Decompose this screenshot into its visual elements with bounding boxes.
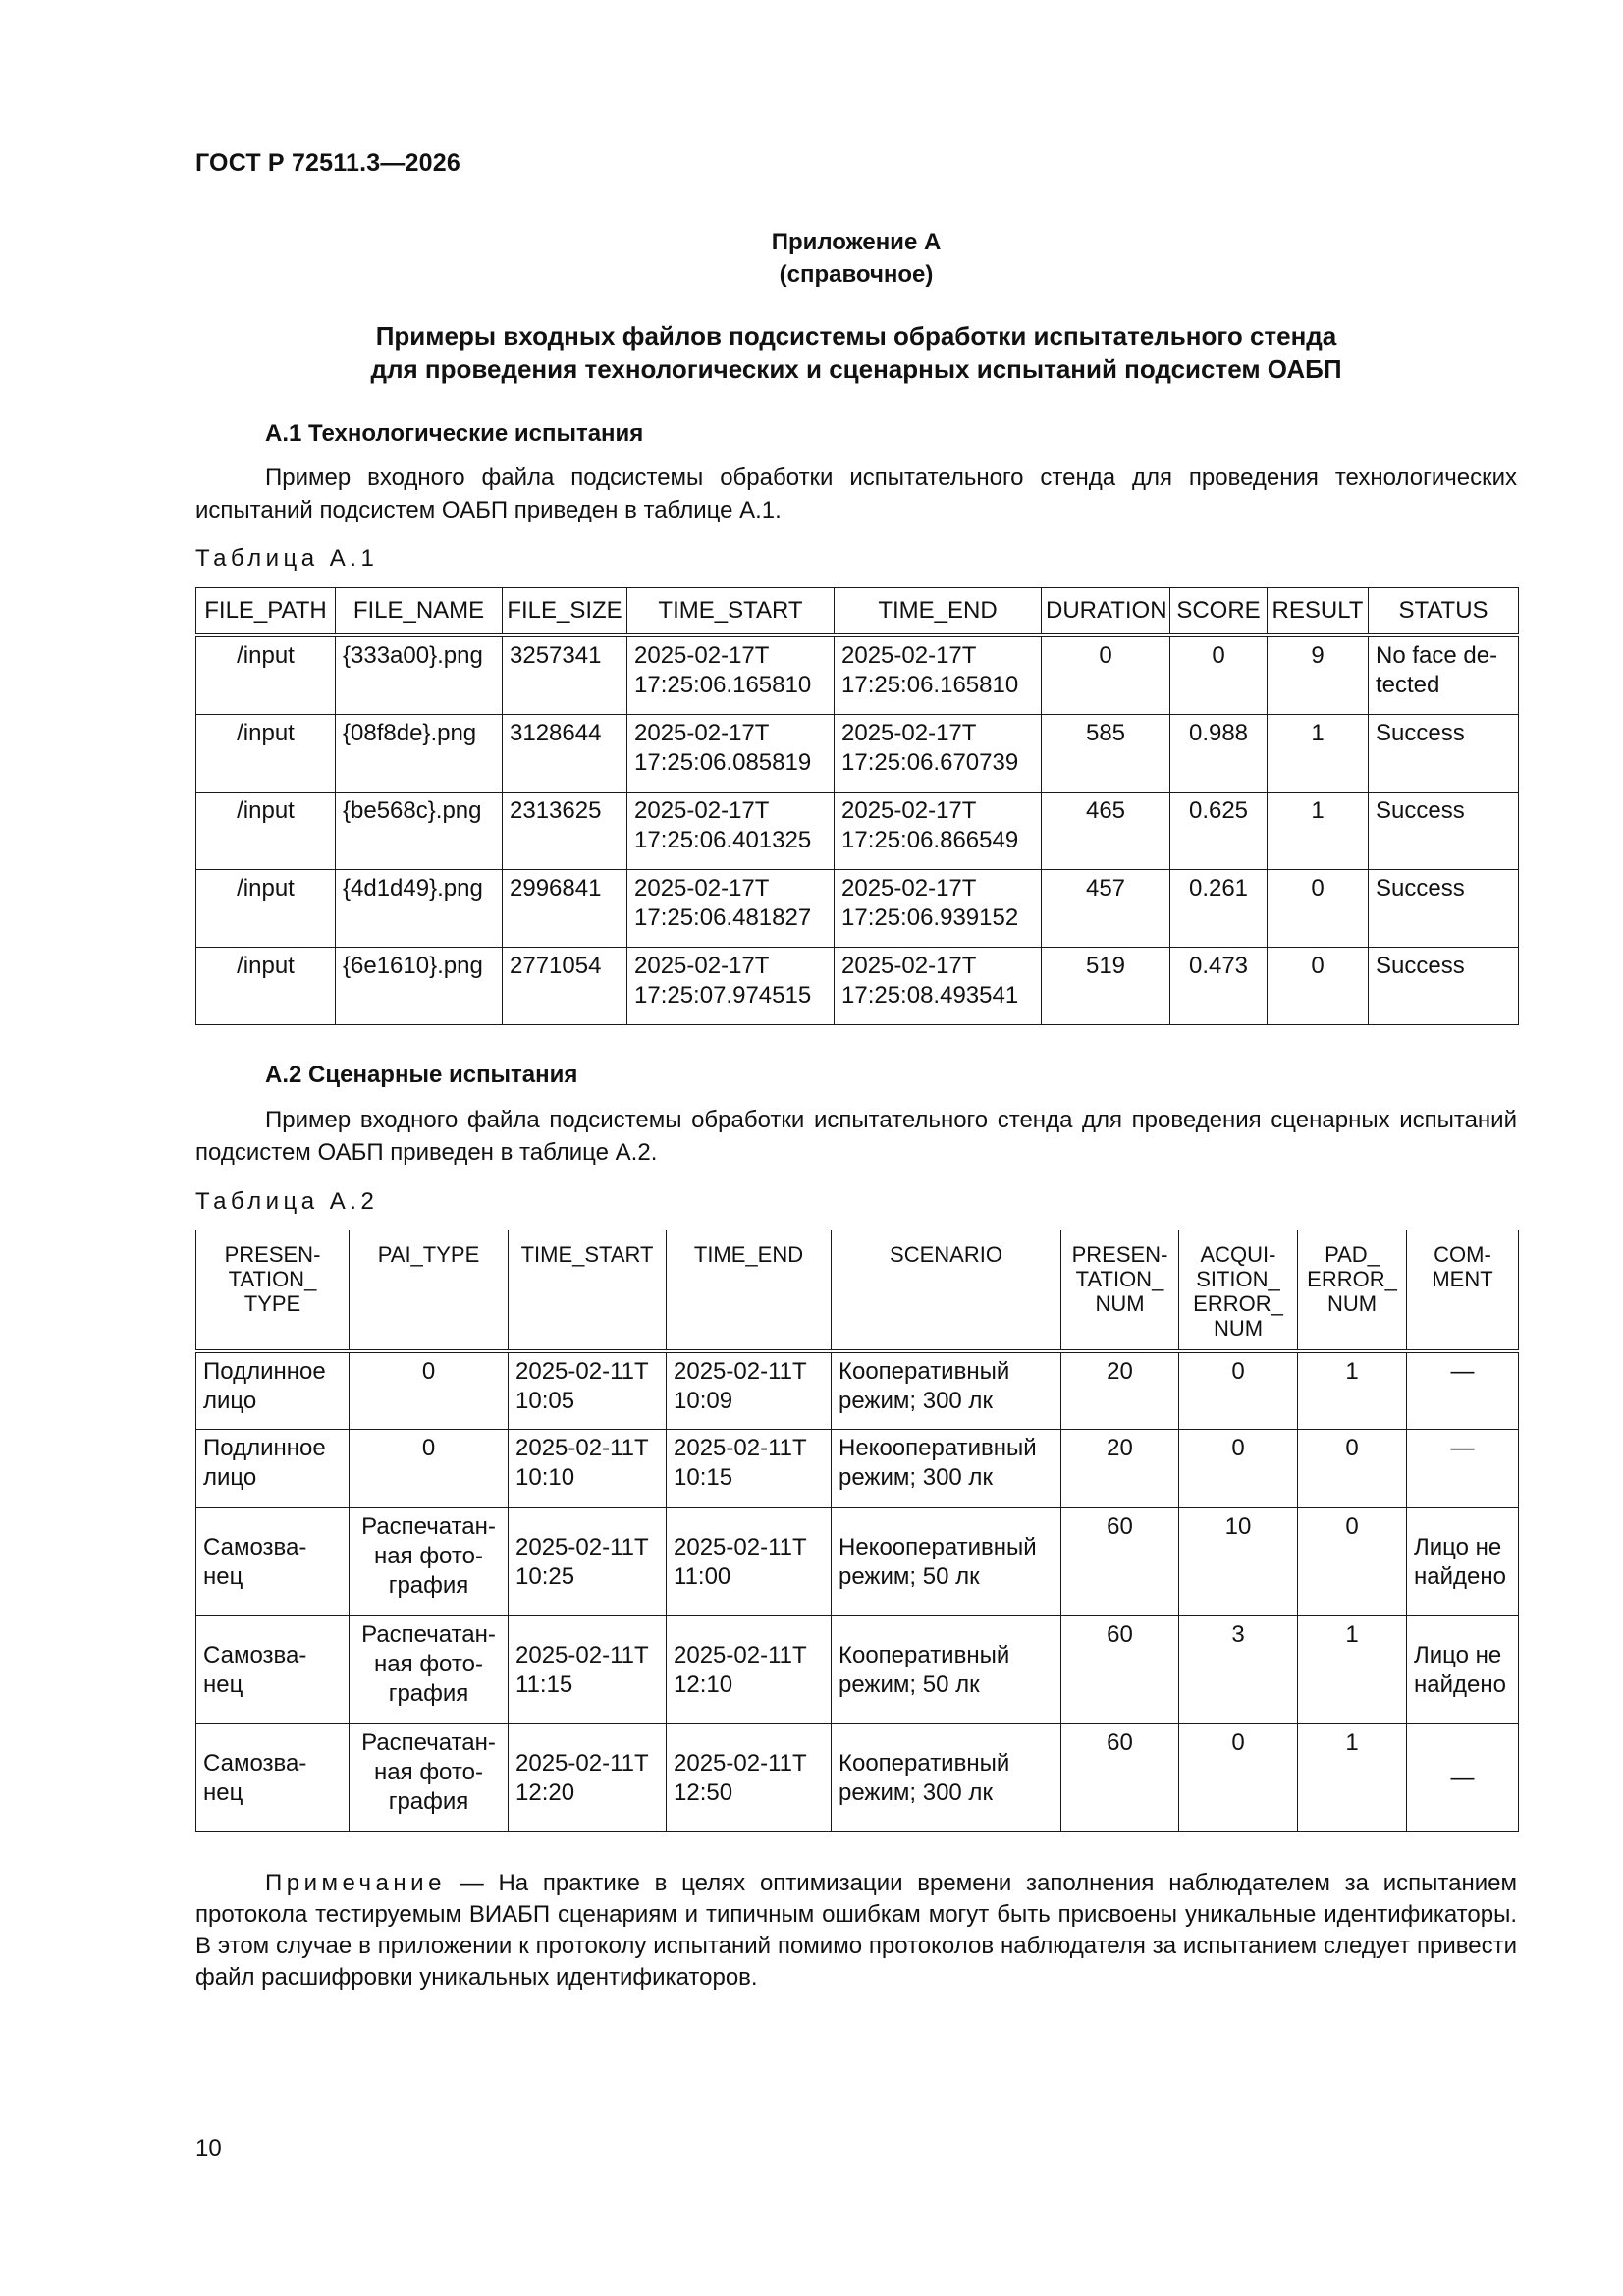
- table-cell: [350, 1616, 509, 1724]
- table-cell: [196, 1724, 350, 1832]
- table-cell: [509, 1351, 667, 1430]
- cell-line: 2025-02-17T: [841, 642, 977, 669]
- cell-line: Распечатан-: [361, 1621, 496, 1648]
- cell-line: 0: [1345, 1435, 1359, 1461]
- section-a2-heading: А.2 Сценарные испытания: [265, 1062, 578, 1088]
- table-cell: [627, 635, 835, 715]
- cell-line: —: [1450, 1357, 1475, 1385]
- table-cell: [667, 1508, 832, 1616]
- table-cell: [832, 1724, 1061, 1832]
- cell-line: режим; 300 лк: [839, 1387, 993, 1414]
- cell-line: 2025-02-11T: [674, 1533, 807, 1560]
- table-cell: [1298, 1724, 1407, 1832]
- cell-line: Самозва-: [203, 1533, 307, 1560]
- note: [195, 1868, 1517, 1994]
- cell-line: нец: [203, 1562, 243, 1590]
- table-row: [196, 870, 1519, 948]
- cell-line: ная фото-: [374, 1651, 483, 1677]
- table-cell: [196, 1616, 350, 1724]
- cell-line: 11:00: [674, 1562, 731, 1590]
- table-cell: Success: [1369, 715, 1519, 793]
- cell-line: 17:25:07.974515: [634, 982, 812, 1009]
- section-a1-heading: А.1 Технологические испытания: [265, 420, 644, 447]
- table-cell: {be568c}.png: [336, 793, 503, 870]
- cell-line: TIME_END: [693, 1242, 804, 1267]
- cell-line: ная фото-: [374, 1543, 483, 1569]
- table-cell: [350, 1508, 509, 1616]
- table-a1-column-header: RESULT: [1268, 588, 1369, 636]
- table-cell: 0.988: [1170, 715, 1268, 793]
- table-row: [196, 1430, 1519, 1508]
- table-cell: {08f8de}.png: [336, 715, 503, 793]
- table-cell: 0: [1268, 948, 1369, 1025]
- cell-line: 17:25:06.165810: [841, 672, 1019, 698]
- cell-line: Кооперативный: [839, 1357, 1010, 1385]
- document-title: [195, 319, 1517, 386]
- table-a2-column-header: [1298, 1230, 1407, 1351]
- cell-line: режим; 300 лк: [839, 1778, 993, 1806]
- note-text: — На практике в целях оптимизации времени заполнения наблюдателем за испытанием протокола тестируемым ВИАБП сценариям и типичным ошибкам могут быть присвоены уникальные идентификаторы. В этом случае в приложении к протоколу испытаний помимо протоколов наблюдателя за испытанием следует привести файл расшифровки уникальных идентификаторов.: [195, 1870, 1517, 1991]
- note-label: Примечание: [265, 1870, 446, 1896]
- cell-line: NUM: [1095, 1291, 1145, 1316]
- table-cell: [196, 1351, 350, 1430]
- table-cell: [196, 1430, 350, 1508]
- cell-line: TATION_: [228, 1267, 317, 1291]
- cell-line: Некооперативный: [839, 1435, 1037, 1461]
- cell-line: графия: [388, 1788, 469, 1815]
- table-row: [196, 715, 1519, 793]
- cell-line: 2025-02-11T: [515, 1435, 649, 1461]
- cell-line: 2025-02-17T: [841, 797, 977, 824]
- cell-line: PRESEN-: [1071, 1242, 1168, 1267]
- cell-line: 2025-02-11T: [515, 1641, 649, 1668]
- table-cell: Success: [1369, 870, 1519, 948]
- cell-line: 17:25:08.493541: [841, 982, 1019, 1009]
- table-cell: [1061, 1616, 1179, 1724]
- table-cell: [350, 1430, 509, 1508]
- cell-line: режим; 50 лк: [839, 1562, 980, 1590]
- cell-line: 2025-02-11T: [515, 1749, 649, 1777]
- table-cell: [1407, 1724, 1519, 1832]
- cell-line: NUM: [1213, 1316, 1264, 1340]
- table-row: [196, 948, 1519, 1025]
- table-a1-column-header: STATUS: [1369, 588, 1519, 636]
- table-cell: [667, 1724, 832, 1832]
- table-cell: [1407, 1430, 1519, 1508]
- table-cell: 585: [1042, 715, 1170, 793]
- cell-line: 17:25:06.939152: [841, 904, 1019, 931]
- table-cell: 519: [1042, 948, 1170, 1025]
- table-row: [196, 1724, 1519, 1832]
- cell-line: найдено: [1414, 1670, 1506, 1698]
- table-cell: [835, 793, 1042, 870]
- table-a1-caption: Таблица А.1: [195, 545, 379, 572]
- cell-line: tected: [1376, 672, 1440, 698]
- cell-line: 17:25:06.165810: [634, 672, 812, 698]
- table-cell: 1: [1268, 715, 1369, 793]
- table-cell: /input: [196, 715, 336, 793]
- table-cell: [1179, 1508, 1298, 1616]
- cell-line: No face de-: [1376, 642, 1498, 669]
- cell-line: 2025-02-11T: [674, 1641, 807, 1668]
- table-cell: [835, 715, 1042, 793]
- table-cell: [1179, 1351, 1298, 1430]
- table-cell: [667, 1430, 832, 1508]
- cell-line: 20: [1107, 1435, 1133, 1461]
- table-cell: [1061, 1508, 1179, 1616]
- table-cell: [832, 1351, 1061, 1430]
- cell-line: 10: [1224, 1513, 1252, 1540]
- cell-line: 10:25: [515, 1562, 575, 1590]
- table-cell: Success: [1369, 793, 1519, 870]
- title-line-2: для проведения технологических и сценарных испытаний подсистем ОАБП: [370, 355, 1342, 384]
- cell-line: графия: [388, 1680, 469, 1707]
- table-cell: [1179, 1430, 1298, 1508]
- appendix-kind: (справочное): [779, 261, 934, 288]
- cell-line: 0: [1231, 1435, 1245, 1461]
- table-cell: [1298, 1430, 1407, 1508]
- cell-line: 10:10: [515, 1464, 575, 1491]
- table-cell: [509, 1724, 667, 1832]
- cell-line: 10:05: [515, 1387, 575, 1414]
- cell-line: 17:25:06.481827: [634, 904, 812, 931]
- cell-line: 60: [1107, 1621, 1133, 1648]
- table-cell: 3128644: [503, 715, 627, 793]
- cell-line: 17:25:06.866549: [841, 827, 1019, 853]
- cell-line: 12:50: [674, 1778, 733, 1806]
- cell-line: TATION_: [1075, 1267, 1164, 1291]
- cell-line: 12:20: [515, 1778, 575, 1806]
- table-row: [196, 635, 1519, 715]
- cell-line: 60: [1107, 1729, 1133, 1756]
- table-cell: [832, 1616, 1061, 1724]
- table-a2-column-header: [1407, 1230, 1519, 1351]
- section-a2-paragraph: Пример входного файла подсистемы обработки испытательного стенда для проведения сценарных испытаний подсистем ОАБП приведен в таблице А.2.: [195, 1107, 1517, 1166]
- table-a2-body: [196, 1351, 1519, 1832]
- table-cell: [1298, 1351, 1407, 1430]
- table-cell: [1407, 1616, 1519, 1724]
- cell-line: нец: [203, 1670, 243, 1698]
- cell-line: 2025-02-17T: [634, 797, 770, 824]
- cell-line: 60: [1107, 1513, 1133, 1540]
- cell-line: 2025-02-11T: [515, 1533, 649, 1560]
- table-cell: [350, 1724, 509, 1832]
- cell-line: TYPE: [243, 1291, 301, 1316]
- table-cell: [832, 1430, 1061, 1508]
- table-row: [196, 1616, 1519, 1724]
- table-a2-column-header: [350, 1230, 509, 1351]
- table-a1-body: [196, 635, 1519, 1025]
- cell-line: 17:25:06.401325: [634, 827, 812, 853]
- table-a1-column-header: TIME_END: [835, 588, 1042, 636]
- table-cell: [1298, 1616, 1407, 1724]
- table-a1-column-header: TIME_START: [627, 588, 835, 636]
- table-cell: [1407, 1508, 1519, 1616]
- table-cell: [1407, 1351, 1519, 1430]
- table-cell: [1179, 1724, 1298, 1832]
- cell-line: Распечатан-: [361, 1729, 496, 1756]
- cell-line: 10:09: [674, 1387, 733, 1414]
- section-a1-paragraph: Пример входного файла подсистемы обработки испытательного стенда для проведения технологических испытаний подсистем ОАБП приведен в таблице А.1.: [195, 465, 1517, 523]
- cell-line: ная фото-: [374, 1759, 483, 1785]
- cell-line: 1: [1345, 1729, 1359, 1756]
- cell-line: 1: [1345, 1621, 1359, 1648]
- table-cell: [1179, 1616, 1298, 1724]
- table-cell: [509, 1616, 667, 1724]
- cell-line: Распечатан-: [361, 1513, 496, 1540]
- table-cell: [1298, 1508, 1407, 1616]
- cell-line: —: [1450, 1764, 1475, 1791]
- table-a1-column-header: FILE_SIZE: [503, 588, 627, 636]
- cell-line: TIME_START: [520, 1242, 654, 1267]
- table-a2-column-header: [1061, 1230, 1179, 1351]
- table-cell: [1369, 635, 1519, 715]
- table-a2-column-header: [832, 1230, 1061, 1351]
- cell-line: Подлинное: [203, 1435, 326, 1461]
- cell-line: 11:15: [515, 1670, 573, 1698]
- table-a1-header-row: [196, 588, 1519, 636]
- cell-line: Лицо не: [1414, 1533, 1502, 1560]
- table-cell: Success: [1369, 948, 1519, 1025]
- table-cell: [667, 1616, 832, 1724]
- cell-line: 2025-02-17T: [841, 875, 977, 902]
- table-a1: [195, 587, 1519, 1025]
- cell-line: ERROR_: [1193, 1291, 1283, 1316]
- cell-line: найдено: [1414, 1562, 1506, 1590]
- table-cell: 0: [1170, 635, 1268, 715]
- cell-line: лицо: [203, 1464, 257, 1491]
- cell-line: нец: [203, 1778, 243, 1806]
- table-cell: 0.261: [1170, 870, 1268, 948]
- cell-line: 12:10: [674, 1670, 733, 1698]
- cell-line: 2025-02-11T: [674, 1357, 807, 1385]
- table-cell: [509, 1430, 667, 1508]
- table-a1-column-header: SCORE: [1170, 588, 1268, 636]
- table-cell: [1061, 1724, 1179, 1832]
- table-cell: [1061, 1351, 1179, 1430]
- standard-designation: ГОСТ Р 72511.3—2026: [195, 149, 460, 177]
- cell-line: 0: [1231, 1357, 1245, 1385]
- cell-line: 2025-02-17T: [634, 875, 770, 902]
- cell-line: 2025-02-17T: [634, 720, 770, 746]
- cell-line: Самозва-: [203, 1641, 307, 1668]
- cell-line: режим; 300 лк: [839, 1464, 993, 1491]
- cell-line: 10:15: [674, 1464, 733, 1491]
- table-cell: {6e1610}.png: [336, 948, 503, 1025]
- cell-line: ERROR_: [1307, 1267, 1397, 1291]
- table-a1-column-header: DURATION: [1042, 588, 1170, 636]
- table-cell: 465: [1042, 793, 1170, 870]
- cell-line: 2025-02-11T: [674, 1435, 807, 1461]
- cell-line: Кооперативный: [839, 1641, 1010, 1668]
- table-cell: 3257341: [503, 635, 627, 715]
- cell-line: NUM: [1326, 1291, 1378, 1316]
- table-cell: /input: [196, 793, 336, 870]
- cell-line: PRESEN-: [224, 1242, 321, 1267]
- table-cell: 0.625: [1170, 793, 1268, 870]
- table-cell: /input: [196, 635, 336, 715]
- table-a1-column-header: FILE_PATH: [196, 588, 336, 636]
- page-number: 10: [195, 2135, 222, 2161]
- cell-line: лицо: [203, 1387, 257, 1414]
- cell-line: 0: [1231, 1729, 1245, 1756]
- cell-line: 2025-02-17T: [841, 953, 977, 979]
- table-cell: 1: [1268, 793, 1369, 870]
- table-a2-column-header: [196, 1230, 350, 1351]
- table-cell: [835, 948, 1042, 1025]
- table-a2-caption: Таблица А.2: [195, 1188, 379, 1215]
- table-cell: [627, 793, 835, 870]
- table-cell: 2313625: [503, 793, 627, 870]
- table-cell: 9: [1268, 635, 1369, 715]
- table-cell: [627, 870, 835, 948]
- cell-line: 2025-02-11T: [515, 1357, 649, 1385]
- table-cell: /input: [196, 870, 336, 948]
- cell-line: 2025-02-17T: [634, 953, 770, 979]
- table-cell: [196, 1508, 350, 1616]
- table-cell: [667, 1351, 832, 1430]
- table-cell: [627, 948, 835, 1025]
- table-row: [196, 1508, 1519, 1616]
- cell-line: графия: [388, 1572, 469, 1599]
- cell-line: 0: [421, 1435, 436, 1461]
- cell-line: 2025-02-11T: [674, 1749, 807, 1777]
- cell-line: —: [1450, 1435, 1475, 1461]
- table-cell: [627, 715, 835, 793]
- cell-line: Кооперативный: [839, 1749, 1010, 1777]
- cell-line: PAD_: [1325, 1242, 1380, 1267]
- table-cell: 0.473: [1170, 948, 1268, 1025]
- title-line-1: Примеры входных файлов подсистемы обработки испытательного стенда: [375, 321, 1337, 351]
- table-cell: 0: [1042, 635, 1170, 715]
- table-row: [196, 1351, 1519, 1430]
- appendix-label: Приложение А: [771, 229, 942, 255]
- table-a2-column-header: [509, 1230, 667, 1351]
- table-cell: [509, 1508, 667, 1616]
- appendix-heading: [195, 226, 1517, 291]
- cell-line: 17:25:06.085819: [634, 749, 812, 776]
- cell-line: 0: [421, 1357, 436, 1385]
- table-a1-column-header: FILE_NAME: [336, 588, 503, 636]
- cell-line: режим; 50 лк: [839, 1670, 980, 1698]
- cell-line: SITION_: [1196, 1267, 1280, 1291]
- cell-line: 2025-02-17T: [634, 642, 770, 669]
- table-cell: [835, 870, 1042, 948]
- cell-line: 20: [1107, 1357, 1133, 1385]
- cell-line: ACQUI-: [1200, 1242, 1276, 1267]
- table-a2-column-header: [667, 1230, 832, 1351]
- table-cell: [835, 635, 1042, 715]
- cell-line: 1: [1345, 1357, 1359, 1385]
- table-cell: /input: [196, 948, 336, 1025]
- table-a2-header-row: [196, 1230, 1519, 1351]
- cell-line: 3: [1231, 1621, 1245, 1648]
- table-cell: 2996841: [503, 870, 627, 948]
- cell-line: 17:25:06.670739: [841, 749, 1019, 776]
- table-cell: {333a00}.png: [336, 635, 503, 715]
- cell-line: PAI_TYPE: [377, 1242, 480, 1267]
- cell-line: Лицо не: [1414, 1641, 1502, 1668]
- cell-line: Некооперативный: [839, 1533, 1037, 1560]
- table-cell: {4d1d49}.png: [336, 870, 503, 948]
- cell-line: SCENARIO: [890, 1242, 1002, 1267]
- cell-line: 0: [1345, 1513, 1359, 1540]
- cell-line: COM-: [1434, 1242, 1491, 1267]
- table-cell: 457: [1042, 870, 1170, 948]
- table-a2: [195, 1230, 1519, 1832]
- cell-line: Подлинное: [203, 1357, 326, 1385]
- table-cell: [1061, 1430, 1179, 1508]
- cell-line: 2025-02-17T: [841, 720, 977, 746]
- table-row: [196, 793, 1519, 870]
- cell-line: Самозва-: [203, 1749, 307, 1777]
- cell-line: MENT: [1432, 1267, 1493, 1291]
- table-a2-column-header: [1179, 1230, 1298, 1351]
- table-cell: 0: [1268, 870, 1369, 948]
- table-cell: [832, 1508, 1061, 1616]
- table-cell: [350, 1351, 509, 1430]
- table-cell: 2771054: [503, 948, 627, 1025]
